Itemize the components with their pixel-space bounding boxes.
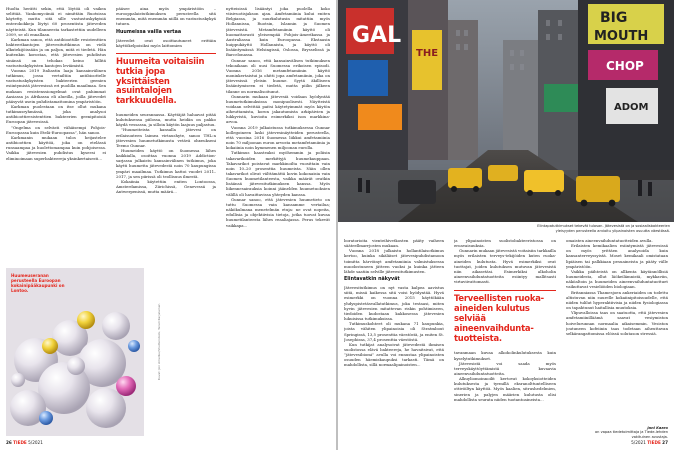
paragraph: Gunnar sanoo, että kansainvälisen tutkimuksen tekoaikaan oli uusi Suomessa erikoisen episodi. Vuonna 2016 metamfetamiinin käyttö moninkertaistui ja ohitti jopa amfetamiinin, joka on jätevesissä yleisin huume. Syytä äkilliseen lisääntymiseen ei tiedetä, mutta piilin jälkeen tilanne on normalisoitunut. <box>226 57 330 94</box>
page-folio-right <box>631 440 668 445</box>
paragraph: Ylipuvalloissa taas on saatuotta, että jätevesien amfetamiinilläämä saavat vesiymiston hoivelurunnan normaalia aikaisemmin. Vesiston joutuneen kofeiinin taas todetaan aiheuttavan selkärangattomissa elöissä solutason stressiä. <box>566 310 668 336</box>
paragraph: Vuonna 2019 Italiastin laaja kansainvälinen tutkimus, jossa vertailtiin antibioottelle vastustuskykyisten bakteerien geenien esiintymistä jätevesissä eri puolilla maailmaa. Sen mukaan resistenssiongelmat ovat pahimmat Aasiassa ja Afrikassa eli alueilla, joilla jätevedet pääsyvät usein puhdistamattomina ympäristöön. <box>6 67 106 104</box>
billboard-sign: GAL <box>352 23 402 48</box>
left-column-1 <box>6 6 106 268</box>
paragraph: Tutkimuskohteet oli mukana 71 kaupunkia, joista vähiten ylipainoisia oli Stratmbout Springissä, 13,5 prosenttia väestöstä, ja eniten St. Josephissa, 37,4 prosenttia väestöstä. <box>344 321 444 342</box>
paragraph: Jätevedet ovat osoittautuneet erittäin käyttökelpoisiksi myös laittomien <box>116 37 216 48</box>
paragraph: Kun tutkijat analysoivat jätevedestä ihmisen suolistossa elävä bakteereja, he havaitsivat, että ”jätevesibiomi” avulla voi ennustaa ylipainoisten osuuden häemiskaupuksi tarkasti. Tämä on mahdollista, sillä normaalipainoisten... <box>344 341 444 368</box>
paragraph: Vuonna 2018 julkaistu hollantilaisotkimus kertoo, kuinka sikäläiset jätevesipuhdistamoon toimitta härvöinyt amfetamiinia valmistuksessa muodostuneen jätteen vuoksi ja kuinka jätteen lähde saatiin selville jätevesitutkimusten. <box>344 248 444 274</box>
paragraph: nytteisissä lisääntyi joka puolella koko viisivuotisjakson ajan. Amfetamiinia kului eniten Belgiassa, ja suurkulutusin mitattiin myös Hollannissa, Ruotsin, Islannin ja Suomen jätevesistä. Metamfetamiinin käyttö oli huomattavasti yleisempää Pohjois-Amerikassa ja Australiassa kuin Euroopassa. Ekstaasin huippukäyttö Hollannista, ja käyttö oli lisääntymässä Helsingissä, Oslossa, Brysselissä ja Barcelonassa. <box>226 6 330 58</box>
paragraph: huumeiden seurannassa. Käyttäjät haluavat pitää kulutuksensa piilossa, mutta heidän on pakko käydä vessassa, ja silloin käytön laajuus paljastuu. <box>116 111 216 128</box>
paragraph: ”Ongelma on selvästi vähäisempi Pohjois-Euroopassa kuin Etelä-Euroopassa”, hän sanoo. <box>6 124 106 135</box>
magazine-brand: TIEDE <box>647 440 661 445</box>
molecule-illustration <box>6 268 144 436</box>
paragraph: Jätevesitutkimus on nyt vasta kalpea aavistus siitä, missä kaikessa sitä voisi hyödyntää. Hyvä esimerkki on vuonna 2015 käyttökään yhdyspistetäsvallatutkimus, joka testaasi, miten hyvin jätevesien mitattevan riskin pohtimiseen, tiedoiden kudostaan kakkosessa jätevesien lukuisissa tutkimuksissa. <box>344 285 444 322</box>
billboard-sign: THE <box>416 48 439 59</box>
paragraph: boratorioita vienteihivetkosten pääty vaiheen sääteellmarrjosten mukaan. <box>344 238 444 249</box>
left-page <box>0 0 336 450</box>
paragraph: Alkuyliomoinnoilit kertovat kokoyksiotteiden kulutuksesta ja tyrmillä eksranolttuntelliseen ottivöiltyn käyttöä. Myös kaalien, sitrushedelmien, sinerien ja palyjen määrien kulutusta olisi mahdollista seurata niiden tuotantoaineista... <box>454 376 556 402</box>
billboard-sign: MOUTH <box>594 29 649 44</box>
paragraph: Gunnarin mukaan jätevesiä voidaan hyödyntää huumetutkimuksissa monipuolisesti. Näytteistä voidaan selvittää paitsi käytetyimmät myös käytön aiheuttamista, koron jakautumista arkipäivien ja lukkyvistä, kuvioita esimerkiksi ison markkina-arvoa. <box>226 93 330 125</box>
paragraph: Britanniassa Thamesjoen ankeriaiden on todettu altistuvan niin suurelle kokaiinipitoisuudelle, että niiden tulilut hyperaktiivisia ja niiden fysiologiassa on tapahtunut haitallisia muutoksia. <box>566 289 668 311</box>
pull-quote-text: Huumeita voitaisiin tutkia jopa yksittäisten asuintalojen tarkkuudella. <box>116 55 205 106</box>
paragraph: Kokaiinia käytettiin eniten Lontoossa, Amsterdamissa, Zürichissä, Genevessä ja Antwerpenissä, mutta määrä... <box>116 178 216 195</box>
subheading: Huumeissa vailla vertaa <box>116 29 182 35</box>
paragraph: ja ylipainoisten suolistobakteeristossa on eroavaisuuksia. <box>454 238 556 249</box>
paragraph: Vuonna 2019 julkaistussa tutkimuksessa Gunnar kollegoineen laski jätevesinäytteiden perusteella, että vuosina 2016 Suomessa liikkui amfetamiinia noin 70 miljoonan euron arvosta metamfetamiinia ja kokaiinia noin kymmenen miljoonan eurolla. <box>226 124 330 151</box>
subheading: Elintavatkin näkyvät <box>344 277 400 283</box>
paragraph: Karkman sanoo, että antibioottille resistenttien bakteerikantojen jätevesituttkimus on vielä alkutekijöissään ja on paljon, mitä ei tiedetä. Hän kuitenkin korostaa, että jätevesien puhdistus sinänsä on tehokas keino hillitä vastustuskykyisten kantojen leviämistä. <box>6 36 106 68</box>
right-page <box>338 0 674 450</box>
photo-credit: Kuvat: Jon Ameliku/Shutterstock, Taneli Karjalainen <box>157 303 161 380</box>
paragraph: pääsee aina myös ympäristöön – eurooppalaistutkimuksen perusteella sitä enemmän, mitä enemmän niillä on vastustuskykyä tutuen. <box>116 6 216 27</box>
billboard-sign: CHOP <box>606 59 644 73</box>
issue-number: 5/2021 <box>28 440 43 445</box>
paragraph: Gunnar sanoo, että jätevesien huumetieto on tuttu Suomessa vain kansamme vertailua; näkökulmana menetelmän etuja: ne ovat nopeita, edullisia ja objektiivisia tietoja, jotka tuovat kuvaa huumetilanteesta lähes reaaliajassa. Perus tekevät vaikkapa... <box>226 196 330 228</box>
pull-quote-text: Terveellisten ruoka-aineiden kulutus selviää aineenvaihdunta-tuotteista. <box>454 293 544 343</box>
right-column-3 <box>566 238 668 424</box>
author-signature <box>588 426 668 439</box>
author-role: on vapaa tiedetoimittaja ja Tiede-lehden vakituinen avustaja. <box>594 430 668 439</box>
paragraph: Tutkimus haasteaksi myöhemmin ja poliisin takavarikoiden merkittyjä huumekauppaan. Takavarikot poistavat markkinoilta vuosittain vain noin 10–20 prosenttia huumeista. Näin ollen takavarikot olivat välttämättä kovin kokonaisia vain Suomen huumetilanteesta, vaikka määrät ovatkin lisäänsä jätevesitutkimuksen kanssa. Myös liikennesairauksia koinni jäänelden huumetuoksien välillä oli havaittavissa yhteyden kanssa. <box>226 150 330 197</box>
times-square-photo <box>338 0 674 222</box>
paragraph: Karkman puolestaan on itse ollut mukana tutkimusryhmässä, joka analysoi antibioottiresistenttien bakteerien geenipitoisiä Euroopan jätevesissä. <box>6 103 106 125</box>
left-column-3 <box>226 6 330 436</box>
photo-caption: Elintapatutkimukset tekevät tulosan. Jätevesistä on ja sosiaalisbakteerien yleisyyden perusteella arvioitu ylipainoisten osuutta väestössä. <box>537 224 670 233</box>
billboard-sign: BIG <box>600 10 628 26</box>
magazine-brand: TIEDE <box>13 440 27 445</box>
issue-number: 5/2021 <box>631 440 646 445</box>
pull-quote <box>116 53 216 106</box>
paragraph: Gunnarin mukaan jätevesistä voitaisiin tarkkailla myös erilaisten terveys-tekijöiden kuten ruoka-aineiden kulutusta. Hyvä esimerkiksi ovat tuottajat, joiden kulutuksen mutuvan jätevesistä niin aikasetäsi. Esimerkiksi alkoholin aineenvaihduntatuotteita esiintyy mallitsasti virtaviivattomasti. <box>454 248 556 285</box>
page-number: 27 <box>662 440 668 445</box>
page-number: 26 <box>6 440 12 445</box>
street-scene-graphic <box>338 0 674 222</box>
paragraph: Erilaisten kemikaalien esiintymistä jätevesissä on myös yrittäen analysoida kuin kansanterveyssyistä. Moset kemikaali omistataan lipiäisen tai palkkiaan pesuaineista ja pääty välle ympäristöön. <box>566 243 668 269</box>
right-column-1 <box>344 238 444 438</box>
paragraph: Karkmanin mukaan tulos heijastelee antibioottien käyttöä, joka on etelässä runsaampaa ja huolettomampaa kuin pohjoisessa. Vaikka jätevesien puhdistus kyseesi ei eliminoimaan superbakteereja yksinkertaisesti... <box>6 134 106 161</box>
paragraph: tavanmaan kuvaa alkoholinkulutuksesta kuin kyselytutkimukset. <box>454 350 556 361</box>
page-folio-left <box>6 440 43 445</box>
paragraph: ”Huumeiteista kansalla jätevesi on erilaisuuteen laimea virtaushyte, sanoo THL:n jätevesien huumetutkimusta vetävä ohxeukseni Teemo Gunnar. <box>116 127 216 148</box>
paragraph: Huumeiden käyttö on Suomessa lähes kaikkialla, osoittaa vuonna 2019 Addiction-sarjassa julkaistu kansainvälinen tutkimus, joka käytti huumetta jätevedestä noin 70 kaupungissa ympäri maailmaa. Tutkimus kattoi vuodet 2011–2017, ja sen piirissä oli teollisuus ilmestä. <box>116 148 216 179</box>
image-caption: Huumeuseranan perusteella Euroopan kokainipääkaupunki on Lontoo. <box>11 273 65 293</box>
billboard-sign: ADOM <box>614 102 649 113</box>
right-column-2 <box>454 238 556 438</box>
author-name: Jani Kaaro <box>647 426 668 430</box>
paragraph: Jätevesistä voi saada myös terveyskäyttöyttämistä kuvaavia aineenvaihduntatuotteita. <box>454 360 556 377</box>
molecule-spheres-graphic <box>6 268 144 436</box>
paragraph: Vaikka päihteistä on allkenta käytännöllisiä huumeidesta, ollut läökeilämnistä, mykkaviin, näköaltoin ja huumeiden aineenvaihduntatuottuet vaikuttavat vesieliöiden biologiaan. <box>566 268 668 290</box>
pull-quote <box>454 290 556 343</box>
paragraph: Huolta herätti sekin, että löytöä oli vaikea selittää. Vankomyciiniä ei nimittäin Ruotsissa käytetty, mutta sitä sille vastustuskykyisiä enterokokkeja löytyi 60 prosentista jäteveden näytteistä. Kun tilanneesta tarkastettiin uudelleen 2009, se oli ennallaan. <box>6 6 106 37</box>
paragraph: omaisten aineenvaihduntatuotteiden avulla. <box>566 238 653 243</box>
